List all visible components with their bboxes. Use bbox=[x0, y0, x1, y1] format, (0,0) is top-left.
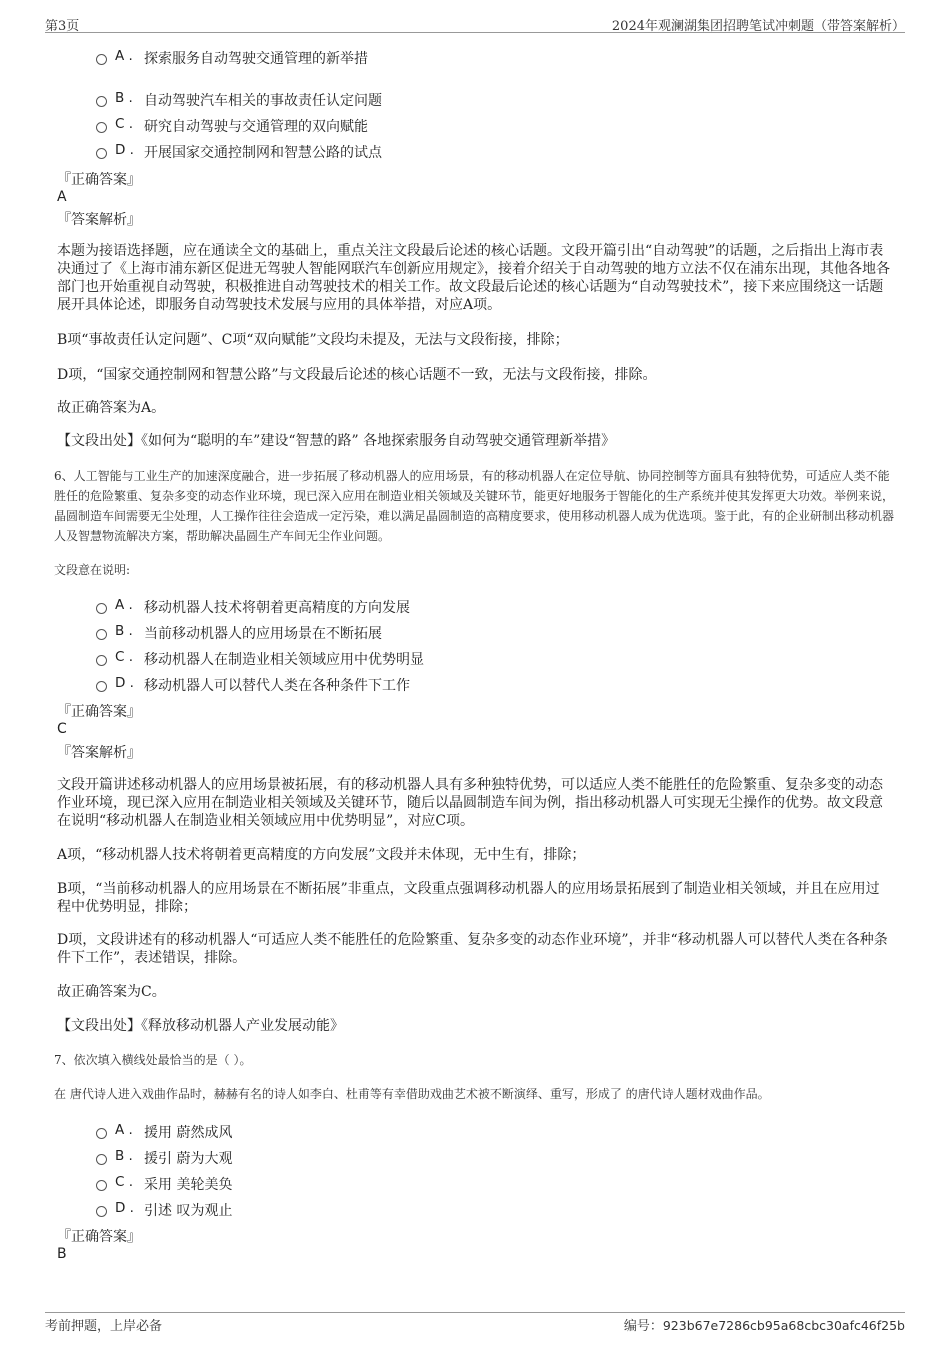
question-text: 7、依次填入横线处最恰当的是（ ）。 bbox=[54, 1053, 252, 1067]
analysis-paragraph: 故正确答案为A。 bbox=[57, 400, 166, 416]
radio-icon[interactable] bbox=[96, 681, 107, 692]
source-citation: 【文段出处】《释放移动机器人产业发展动能》 bbox=[57, 1018, 344, 1034]
radio-icon[interactable] bbox=[96, 603, 107, 614]
correct-answer: C bbox=[57, 721, 67, 737]
radio-icon[interactable] bbox=[96, 629, 107, 640]
analysis-paragraph: D项，“国家交通控制网和智慧公路”与文段最后论述的核心话题不一致，无法与文段衔接，排除。 bbox=[57, 367, 657, 383]
code-label: 编号： bbox=[623, 1319, 663, 1334]
radio-icon[interactable] bbox=[96, 122, 107, 133]
page-footer bbox=[45, 1312, 905, 1333]
analysis-label: 『答案解析』 bbox=[57, 212, 141, 228]
footer-slogan: 考前押题，上岸必备 bbox=[45, 1319, 163, 1334]
analysis-paragraph: B项，“当前移动机器人的应用场景在不断拓展”非重点，文段重点强调移动机器人的应用场景拓展到了制造业相关领域，并且在应用过程中优势明显，排除； bbox=[57, 881, 880, 915]
page-header bbox=[45, 14, 905, 33]
question-text: 6、人工智能与工业生产的加速深度融合，进一步拓展了移动机器人的应用场景，有的移动机器人在定位导航、协同控制等方面具有独特优势，可适应人类不能胜任的危险繁重、复杂多变的动态作业环境，现已深入应用在制造业相关领域及关键环节，能更好地服务于智能化的生产系统并使其发挥更大功效。举例来说，晶圆制造车间需要无尘处理，人工操作往往会造成一定污染，难以满足晶圆制造的高精度要求，使用移动机器人成为优选项。鉴于此，有的企业研制出移动机器人及智慧物流解决方案，帮助解决晶圆生产车间无尘作业问题。 bbox=[54, 469, 895, 543]
radio-icon[interactable] bbox=[96, 655, 107, 666]
correct-answer-label: 『正确答案』 bbox=[57, 704, 141, 720]
analysis-paragraph: 文段开篇讲述移动机器人的应用场景被拓展，有的移动机器人具有多种独特优势，可以适应人类不能胜任的危险繁重、复杂多变的动态作业环境，现已深入应用在制造业相关领域及关键环节，随后以晶圆制造车间为例，指出移动机器人可实现无尘操作的优势。故文段意在说明“移动机器人在制造业相关领域应用中优势明显”，对应C项。 bbox=[57, 777, 883, 829]
page-number: 第3页 bbox=[45, 19, 80, 34]
correct-answer: B bbox=[57, 1246, 67, 1262]
analysis-paragraph: 故正确答案为C。 bbox=[57, 984, 166, 1000]
document-code bbox=[624, 1315, 905, 1334]
analysis-label: 『答案解析』 bbox=[57, 745, 141, 761]
correct-answer: A bbox=[57, 189, 67, 205]
correct-answer-label: 『正确答案』 bbox=[57, 172, 141, 188]
question-prompt: 文段意在说明: bbox=[54, 563, 131, 577]
correct-answer-label: 『正确答案』 bbox=[57, 1229, 141, 1245]
radio-icon[interactable] bbox=[96, 1128, 107, 1139]
radio-icon[interactable] bbox=[96, 1206, 107, 1217]
radio-icon[interactable] bbox=[96, 54, 107, 65]
question-passage: 在 唐代诗人进入戏曲作品时，赫赫有名的诗人如李白、杜甫等有幸借助戏曲艺术被不断演绎、重写，形成了 的唐代诗人题材戏曲作品。 bbox=[54, 1087, 770, 1101]
analysis-paragraph: A项，“移动机器人技术将朝着更高精度的方向发展”文段并未体现，无中生有，排除； bbox=[57, 847, 586, 863]
radio-icon[interactable] bbox=[96, 1180, 107, 1191]
code-value: 923b67e7286cb95a68cbc30afc46f25b bbox=[662, 1318, 905, 1333]
radio-icon[interactable] bbox=[96, 148, 107, 159]
source-citation: 【文段出处】《如何为“聪明的车”建设“智慧的路” 各地探索服务自动驾驶交通管理新举措》 bbox=[57, 433, 616, 449]
radio-icon[interactable] bbox=[96, 96, 107, 107]
analysis-paragraph: B项“事故责任认定问题”、C项“双向赋能”文段均未提及，无法与文段衔接，排除； bbox=[57, 332, 569, 348]
analysis-paragraph: 本题为接语选择题，应在通读全文的基础上，重点关注文段最后论述的核心话题。文段开篇引出“自动驾驶”的话题，之后指出上海市表决通过了《上海市浦东新区促进无驾驶人智能网联汽车创新应用规定》，接着介绍关于自动驾驶的地方立法不仅在浦东出现，其他各地各部门也开始重视自动驾驶，积极推进自动驾驶技术的相关工作。故文段最后论述的核心话题为“自动驾驶技术”，接下来应围绕这一话题展开具体论述，即服务自动驾驶技术发展与应用的具体举措，对应A项。 bbox=[57, 243, 890, 313]
document-title: 2024年观澜湖集团招聘笔试冲刺题（带答案解析） bbox=[611, 19, 905, 34]
radio-icon[interactable] bbox=[96, 1154, 107, 1165]
analysis-paragraph: D项，文段讲述有的移动机器人“可适应人类不能胜任的危险繁重、复杂多变的动态作业环境”，并非“移动机器人可以替代人类在各种条件下工作”，表述错误，排除。 bbox=[57, 932, 888, 966]
